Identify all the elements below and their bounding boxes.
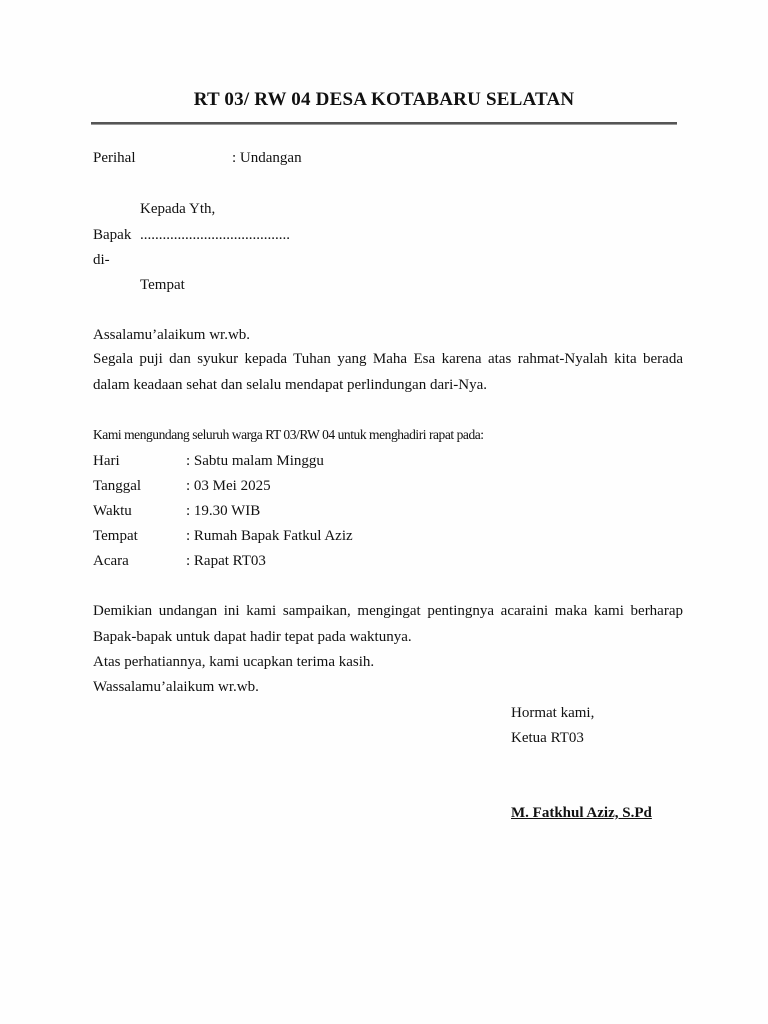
detail-label: Waktu: [93, 503, 132, 519]
signature-greeting: Hormat kami,: [511, 705, 595, 721]
detail-value: : Rumah Bapak Fatkul Aziz: [186, 528, 353, 544]
perihal-value: : Undangan: [232, 150, 302, 166]
recipient-name-blank: ........................................: [140, 227, 290, 243]
closing-salam: Wassalamu’alaikum wr.wb.: [93, 679, 259, 695]
recipient-title: Bapak: [93, 227, 132, 243]
detail-label: Tanggal: [93, 478, 142, 494]
signature-position: Ketua RT03: [511, 730, 584, 746]
perihal-label: Perihal: [93, 150, 136, 166]
detail-value: : 19.30 WIB: [186, 503, 261, 519]
title-divider-shadow: [91, 124, 677, 125]
letter-title: RT 03/ RW 04 DESA KOTABARU SELATAN: [193, 89, 575, 110]
closing-thanks: Atas perhatiannya, kami ucapkan terima kasih.: [93, 654, 375, 670]
opening-salam: Assalamu’alaikum wr.wb.: [93, 327, 251, 343]
detail-value: : 03 Mei 2025: [186, 478, 271, 494]
detail-label: Tempat: [93, 528, 138, 544]
opening-paragraph: Segala puji dan syukur kepada Tuhan yang Maha Esa karena atas rahmat-Nyalah kita berada dalam keadaan sehat dan selalu mendapat perlindungan dari-Nya.: [93, 351, 683, 393]
recipient-greeting: Kepada Yth,: [140, 201, 216, 217]
detail-label: Acara: [93, 553, 129, 569]
recipient-di: di-: [93, 252, 110, 268]
recipient-place: Tempat: [140, 277, 185, 293]
detail-value: : Sabtu malam Minggu: [186, 453, 324, 469]
closing-paragraph: Demikian undangan ini kami sampaikan, mengingat pentingnya acaraini maka kami berharap Bapak-bapak untuk dapat hadir tepat pada waktunya.: [93, 603, 683, 645]
signature-name: M. Fatkhul Aziz, S.Pd: [511, 805, 652, 821]
detail-value: : Rapat RT03: [186, 553, 266, 569]
invitation-intro: Kami mengundang seluruh warga RT 03/RW 04 untuk menghadiri rapat pada:: [93, 427, 484, 442]
detail-label: Hari: [93, 453, 120, 469]
